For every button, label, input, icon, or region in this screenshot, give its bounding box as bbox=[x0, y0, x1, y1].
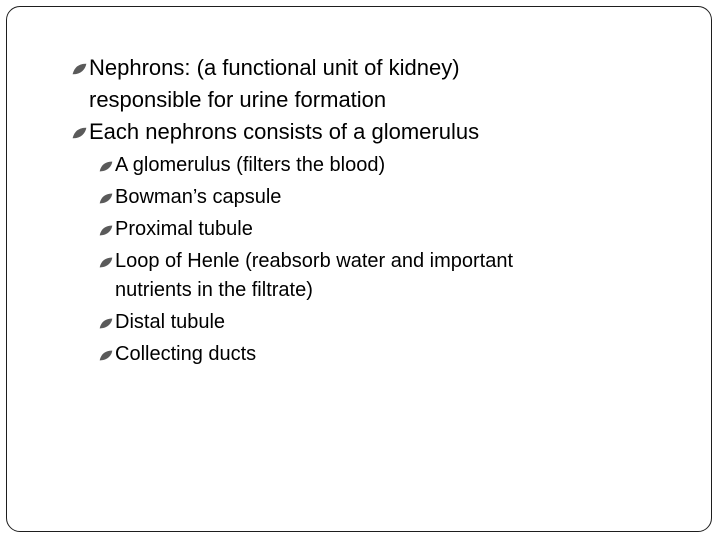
bullet-text: Nephrons: (a functional unit of kidney) bbox=[89, 55, 460, 80]
leaf-bullet-icon bbox=[99, 350, 113, 361]
sub-bullet-item bbox=[72, 340, 672, 369]
leaf-bullet-icon bbox=[99, 161, 113, 172]
sub-bullet-text: Proximal tubule bbox=[115, 218, 253, 240]
bullet-text: Each nephrons consists of a glomerulus bbox=[89, 119, 480, 144]
bullet-item bbox=[72, 52, 672, 116]
sub-bullet-item bbox=[72, 247, 672, 305]
sub-bullet-text: Distal tubule bbox=[115, 311, 226, 333]
sub-bullet-item bbox=[72, 183, 672, 212]
sub-bullet-item bbox=[72, 308, 672, 337]
leaf-bullet-icon bbox=[99, 318, 113, 329]
sub-bullet-text: Collecting ducts bbox=[115, 343, 257, 365]
leaf-bullet-icon bbox=[99, 225, 113, 236]
sub-bullet-text: Loop of Henle (reabsorb water and important bbox=[115, 250, 514, 272]
sub-bullet-text-continuation: nutrients in the filtrate) bbox=[115, 279, 313, 301]
bullet-item bbox=[72, 116, 672, 148]
leaf-bullet-icon bbox=[99, 193, 113, 204]
leaf-bullet-icon bbox=[72, 63, 87, 75]
bullet-list bbox=[72, 52, 672, 372]
leaf-bullet-icon bbox=[99, 257, 113, 268]
bullet-text-continuation: responsible for urine formation bbox=[89, 87, 387, 112]
sub-bullet-text: A glomerulus (filters the blood) bbox=[115, 154, 386, 176]
sub-bullet-item bbox=[72, 215, 672, 244]
sub-bullet-item bbox=[72, 151, 672, 180]
leaf-bullet-icon bbox=[72, 127, 87, 139]
sub-bullet-text: Bowman’s capsule bbox=[115, 186, 282, 208]
